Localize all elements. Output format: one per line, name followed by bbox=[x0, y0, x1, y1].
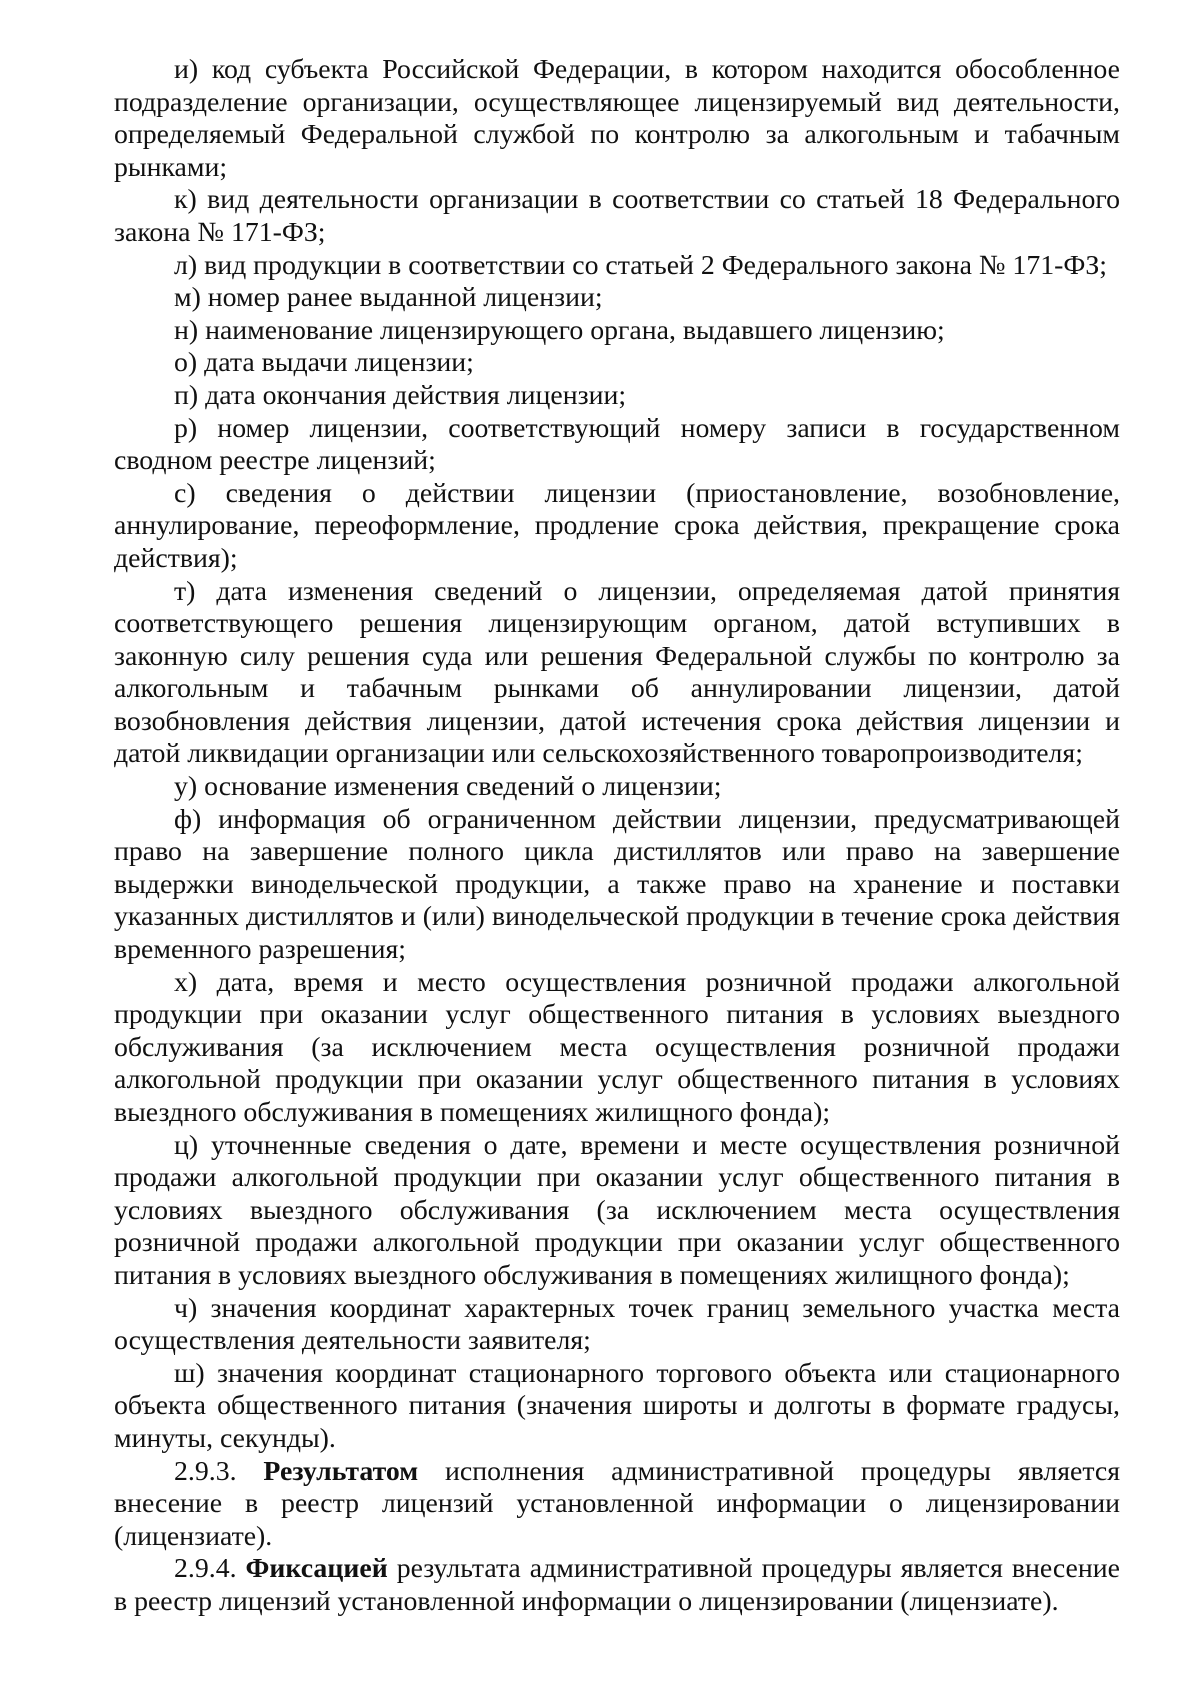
section-2-9-4 bbox=[114, 1553, 1120, 1618]
section-2-9-4-number: 2.9.4. bbox=[174, 1553, 246, 1585]
paragraph-ts: ц) уточненные сведения о дате, времени и месте осуществления розничной продажи алкогольной продукции при оказании услуг общественного питания в условиях выездного обслуживания (за исключением места осуществления розничной продажи алкогольной продукции при оказании услуг общественного питания в условиях выездного обслуживания в помещениях жилищного фонда); bbox=[114, 1129, 1120, 1291]
paragraph-sh: ш) значения координат стационарного торгового объекта или стационарного объекта общественного питания (значения широты и долготы в формате градусы, минуты, секунды). bbox=[114, 1357, 1120, 1454]
paragraph-kh: х) дата, время и место осуществления розничной продажи алкогольной продукции при оказании услуг общественного питания в условиях выездного обслуживания (за исключением места осуществления розничной продажи алкогольной продукции при оказании услуг общественного питания в условиях выездного обслуживания в помещениях жилищного фонда); bbox=[114, 966, 1120, 1128]
paragraph-s: с) сведения о действии лицензии (приостановление, возобновление, аннулирование, переоформление, продление срока действия, прекращение срока действия); bbox=[114, 477, 1120, 574]
paragraph-t: т) дата изменения сведений о лицензии, определяемая датой принятия соответствующего решения лицензирующим органом, датой вступивших в законную силу решения суда или решения Федеральной службы по контролю за алкогольным и табачным рынками об аннулировании лицензии, датой возобновления действия лицензии, датой истечения срока действия лицензии и датой ликвидации организации или сельскохозяйственного товаропроизводителя; bbox=[114, 575, 1120, 770]
paragraph-f: ф) информация об ограниченном действии лицензии, предусматривающей право на завершение полного цикла дистиллятов или право на завершение выдержки винодельческой продукции, а также право на хранение и поставки указанных дистиллятов и (или) винодельческой продукции в течение срока действия временного разрешения; bbox=[114, 803, 1120, 966]
paragraph-k: к) вид деятельности организации в соответствии со статьей 18 Федерального закона № 171-ФЗ; bbox=[114, 184, 1120, 248]
paragraph-u: у) основание изменения сведений о лицензии; bbox=[174, 771, 722, 803]
paragraph-n: н) наименование лицензирующего органа, выдавшего лицензию; bbox=[174, 314, 945, 346]
paragraph-p: п) дата окончания действия лицензии; bbox=[174, 379, 627, 411]
section-2-9-3-text: исполнения административной процедуры является внесение в реестр лицензий установленной информации о лицензировании (лицензиате). bbox=[114, 1455, 1120, 1552]
section-2-9-3 bbox=[114, 1456, 1120, 1554]
paragraph-r: р) номер лицензии, соответствующий номеру записи в государственном сводном реестре лицензий; bbox=[114, 412, 1120, 477]
paragraph-o: о) дата выдачи лицензии; bbox=[174, 347, 474, 379]
section-2-9-4-lead: Фиксацией bbox=[245, 1553, 388, 1585]
paragraph-ch: ч) значения координат характерных точек границ земельного участка места осуществления деятельности заявителя; bbox=[114, 1292, 1120, 1357]
section-2-9-3-number: 2.9.3. bbox=[174, 1455, 264, 1487]
section-2-9-4-text: результата административной процедуры является внесение в реестр лицензий установленной информации о лицензировании (лицензиате). bbox=[114, 1553, 1120, 1617]
paragraph-l: л) вид продукции в соответствии со статьей 2 Федерального закона № 171-ФЗ; bbox=[174, 249, 1107, 281]
section-2-9-3-lead: Результатом bbox=[263, 1455, 419, 1487]
paragraph-m: м) номер ранее выданной лицензии; bbox=[174, 282, 603, 314]
paragraph-i: и) код субъекта Российской Федерации, в котором находится обособленное подразделение организации, осуществляющее лицензируемый вид деятельности, определяемый Федеральной службой по контролю за алкогольным и табачным рынками; bbox=[114, 54, 1120, 183]
